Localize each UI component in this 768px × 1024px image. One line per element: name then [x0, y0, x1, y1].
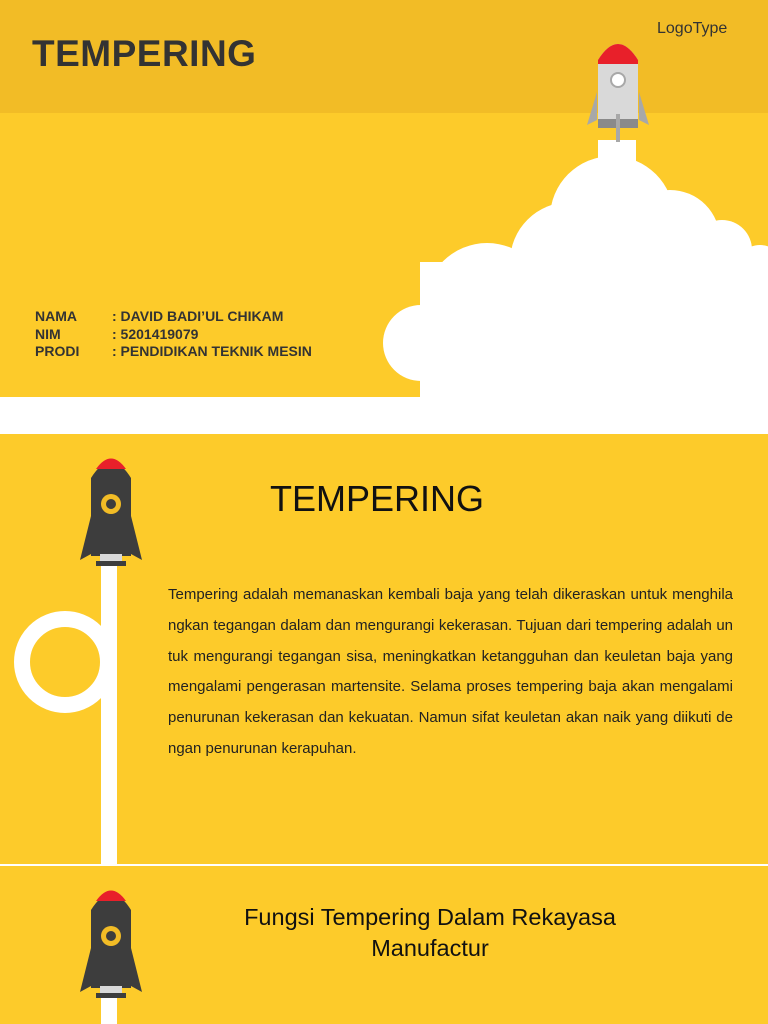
info-label: NIM [35, 325, 61, 342]
section-title: Fungsi Tempering Dalam Rekayasa Manufactur [244, 904, 616, 961]
info-label: PRODI [35, 343, 80, 359]
rocket-icon [78, 448, 144, 568]
slide-title [0, 0, 768, 432]
page-title: TEMPERING [32, 33, 257, 74]
slide-definition [0, 434, 768, 864]
student-info [35, 308, 312, 361]
rocket-icon [78, 880, 144, 1000]
footer-band [0, 397, 768, 432]
info-row-nama [35, 308, 312, 326]
section-title: TEMPERING [270, 478, 485, 519]
info-value: : DAVID BADI’UL CHIKAM [112, 308, 284, 324]
logo-type: LogoType [657, 20, 728, 37]
info-value: : PENDIDIKAN TEKNIK MESIN [112, 343, 312, 359]
body-paragraph: Tempering adalah memanaskan kembali baja yang telah dikeraskan untuk menghilangkan tegangan dalam dan mengurangi kekerasan. Tujuan dari tempering adalah untuk mengurangi tegangan sisa, meningkatkan ketangguhan dan keuletan baja yang mengalami pengerasan martensite. Selama proses tempering baja akan mengalami penurunan kekerasan dan kekuatan. Namun sifat keuletan akan naik yang diikuti dengan penurunan kerapuhan. [168, 586, 733, 757]
info-label: NAMA [35, 308, 77, 324]
info-value: : 5201419079 [112, 325, 199, 342]
info-row-prodi [35, 343, 312, 361]
rocket-icon [583, 30, 653, 150]
slide-function [0, 866, 768, 1024]
info-row-nim [35, 326, 312, 344]
